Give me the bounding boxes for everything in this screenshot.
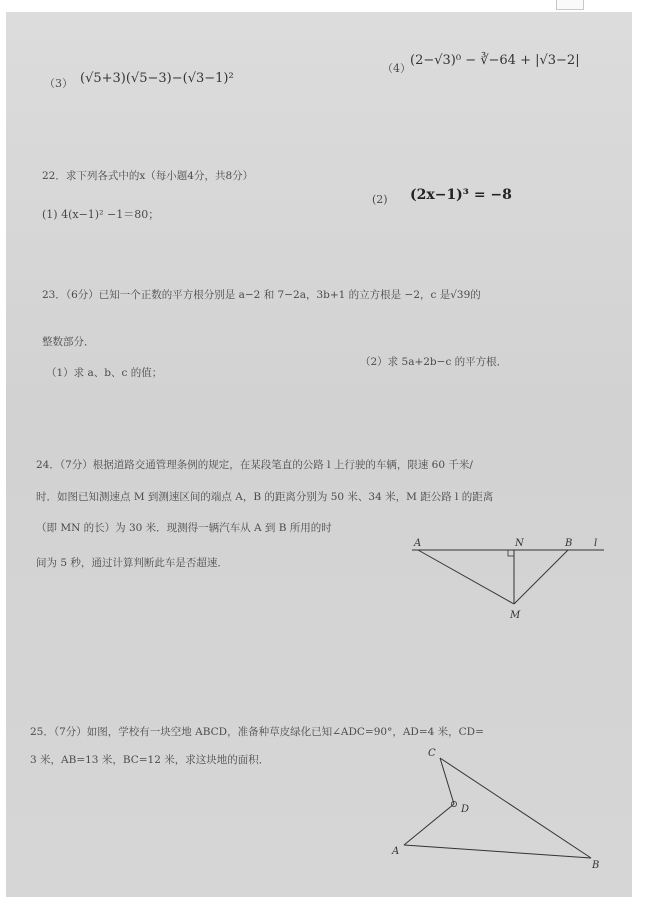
q25-figure: [388, 742, 608, 870]
segment-ab: [404, 845, 591, 858]
q23-part1: （1）求 a、b、c 的值；: [46, 367, 163, 379]
q22-part1: (1) 4(x−1)² −1＝80；: [42, 208, 160, 221]
page-corner: [556, 0, 584, 10]
q21-part4-label: （4）: [382, 62, 411, 75]
label-a: A: [414, 538, 422, 549]
segment-ad: [404, 804, 454, 845]
right-angle-mark: [508, 550, 514, 556]
label-d: D: [461, 804, 470, 815]
q24-line1: 24．（7分）根据道路交通管理条例的规定，在某段笔直的公路 l 上行驶的车辆，限速 60 千米/: [36, 459, 473, 471]
label-l: l: [594, 538, 598, 549]
q25-line1: 25．（7分）如图，学校有一块空地 ABCD，准备种草皮绿化已知∠ADC=90°，AD=4 米，CD=: [30, 726, 484, 738]
label-b: B: [565, 538, 573, 549]
label-m: M: [510, 610, 521, 621]
q21-part3-label: （3）: [44, 77, 73, 90]
q23-line1: 23．（6分）已知一个正数的平方根分别是 a−2 和 7−2a，3b+1 的立方根是 −2，c 是√39的: [42, 289, 481, 301]
segment-am: [418, 550, 514, 604]
q22-heading: 22．求下列各式中的x（每小题4分，共8分）: [42, 170, 254, 182]
q24-figure: [398, 536, 608, 622]
segment-dc: [440, 758, 454, 804]
q22-part2-label: (2): [372, 193, 388, 206]
q21-part4-expression: (2−√3)⁰ − ∛−64 + |√3−2|: [410, 53, 580, 68]
label-c: C: [428, 748, 436, 759]
q24-line2: 时．如图已知测速点 M 到测速区间的端点 A，B 的距离分别为 50 米、34 米，M 距公路 l 的距离: [36, 491, 494, 503]
q21-part3-expression: (√5+3)(√5−3)−(√3−1)²: [80, 71, 234, 86]
q22-part2-expression: (2x−1)³ = −8: [410, 187, 512, 203]
label-b: B: [592, 860, 600, 870]
q23-part2: （2）求 5a+2b−c 的平方根．: [360, 356, 508, 368]
q25-line2: 3 米，AB=13 米，BC=12 米，求这块地的面积．: [30, 754, 270, 766]
label-n: N: [515, 538, 524, 549]
label-a: A: [392, 846, 400, 857]
q23-line2: 整数部分．: [42, 336, 95, 348]
q24-line3: （即 MN 的长）为 30 米．现测得一辆汽车从 A 到 B 所用的时: [36, 522, 332, 534]
q24-line4: 间为 5 秒，通过计算判断此车是否超速．: [36, 557, 228, 569]
segment-bm: [514, 550, 568, 604]
